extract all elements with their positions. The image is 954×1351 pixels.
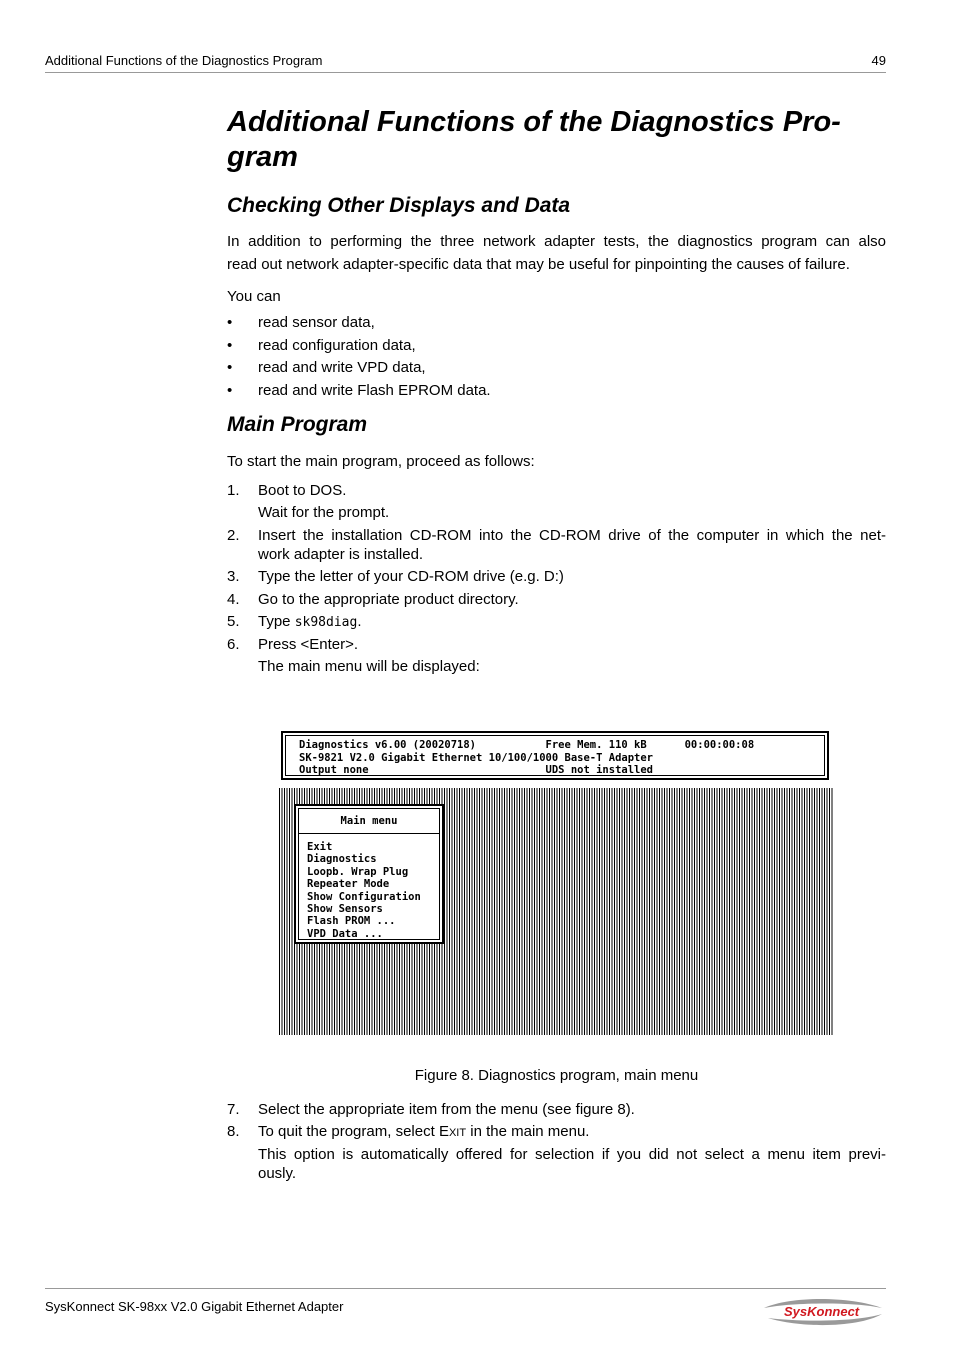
- figure-caption: Figure 8. Diagnostics program, main menu: [414, 1067, 699, 1084]
- step-subtext-line-2: ously.: [258, 1165, 297, 1182]
- bullet-marker: •: [227, 359, 233, 376]
- dos-status-line: Diagnostics v6.00 (20020718) Free Mem. 110 kB 00:00:00:08: [299, 739, 755, 751]
- syskonnect-logo: [760, 1294, 886, 1328]
- logo-text: SysKonnect: [784, 1304, 860, 1319]
- step-number: 2.: [227, 527, 240, 544]
- step-text-line-2: work adapter is installed.: [258, 546, 424, 563]
- running-header: [45, 53, 886, 68]
- step-text: [258, 612, 886, 632]
- dos-menu-item-exit[interactable]: Exit: [307, 841, 333, 853]
- section-heading-main-program: Main Program: [227, 413, 368, 436]
- section-heading-checking: Checking Other Displays and Data: [227, 194, 571, 217]
- intro-line-2: read out network adapter-specific data that may be useful for pinpointing the causes of failure.: [227, 256, 850, 273]
- you-can-text: You can: [227, 288, 281, 305]
- step-number: 8.: [227, 1123, 240, 1140]
- step-text: Boot to DOS.: [258, 482, 347, 499]
- dos-menu-item-vpd-data[interactable]: VPD Data ...: [307, 927, 383, 940]
- bullet-text: read and write Flash EPROM data.: [258, 382, 491, 399]
- step-subtext-line: This option is automatically offered for selection if you did not select a menu item previ-: [258, 1146, 886, 1163]
- step-text-suffix: .: [357, 613, 362, 630]
- dos-menu-title: Main menu: [340, 815, 398, 827]
- bullet-marker: •: [227, 382, 233, 399]
- page-number: 49: [871, 53, 886, 68]
- main-program-intro: To start the main program, proceed as follows:: [227, 453, 535, 470]
- page-title: Additional Functions of the Diagnostics Pro-gram: [227, 106, 841, 173]
- step-text-prefix: Type: [258, 613, 295, 630]
- bullet-marker: •: [227, 337, 233, 354]
- running-title: Additional Functions of the Diagnostics Program: [45, 53, 323, 68]
- dos-menu-item-diagnostics[interactable]: Diagnostics: [307, 853, 377, 866]
- step-number: 6.: [227, 636, 240, 653]
- bullet-text: read and write VPD data,: [258, 359, 426, 376]
- dos-status-line: SK-9821 V2.0 Gigabit Ethernet 10/100/1000 Base-T Adapter: [299, 751, 654, 764]
- dos-main-menu-frame: [298, 808, 440, 940]
- dos-menu-divider: [299, 833, 439, 834]
- dos-status-panel: [281, 731, 829, 780]
- bullet-marker: •: [227, 314, 233, 331]
- dos-menu-item-loopback[interactable]: Loopb. Wrap Plug: [307, 865, 409, 878]
- step-number: 5.: [227, 613, 240, 630]
- exit-smallcaps-initial: E: [438, 1123, 449, 1140]
- step-subtext-line: The main menu will be displayed:: [258, 658, 480, 675]
- footer-product-name: SysKonnect SK-98xx V2.0 Gigabit Ethernet Adapter: [45, 1299, 344, 1314]
- step-text: Press <Enter>.: [258, 636, 359, 653]
- footer-rule: [45, 1288, 886, 1289]
- step-subtext-line: Wait for the prompt.: [258, 504, 390, 521]
- step-number: 7.: [227, 1101, 240, 1118]
- step-number: 4.: [227, 591, 240, 608]
- dos-status-line: Output none UDS not installed: [299, 764, 654, 776]
- bullet-text: read sensor data,: [258, 314, 375, 331]
- step-text: Select the appropriate item from the menu (see figure 8).: [258, 1101, 635, 1118]
- step-text: Insert the installation CD-ROM into the CD-ROM drive of the computer in which the net-: [258, 527, 886, 544]
- dos-menu-item-flash-prom[interactable]: Flash PROM ...: [307, 915, 396, 928]
- step-text-suffix: in the main menu.: [466, 1123, 590, 1140]
- intro-line-1: In addition to performing the three network adapter tests, the diagnostics program can also: [227, 233, 886, 250]
- step-number: 3.: [227, 568, 240, 585]
- step-text-prefix: To quit the program, select: [258, 1123, 439, 1140]
- command-code: sk98diag: [294, 615, 358, 630]
- bullet-text: read configuration data,: [258, 337, 416, 354]
- dos-menu-list: [307, 841, 421, 940]
- step-text: Go to the appropriate product directory.: [258, 591, 519, 608]
- dos-menu-item-show-sensors[interactable]: Show Sensors: [307, 903, 383, 916]
- step-number: 1.: [227, 482, 240, 499]
- dos-menu-item-show-config[interactable]: Show Configuration: [307, 890, 421, 903]
- dos-menu-item-repeater[interactable]: Repeater Mode: [307, 878, 390, 891]
- exit-smallcaps-rest: XIT: [448, 1127, 467, 1139]
- dos-main-menu: [294, 804, 444, 944]
- header-rule: [45, 72, 886, 73]
- step-text: Type the letter of your CD-ROM drive (e.g. D:): [258, 568, 564, 585]
- step-text: [258, 1122, 886, 1143]
